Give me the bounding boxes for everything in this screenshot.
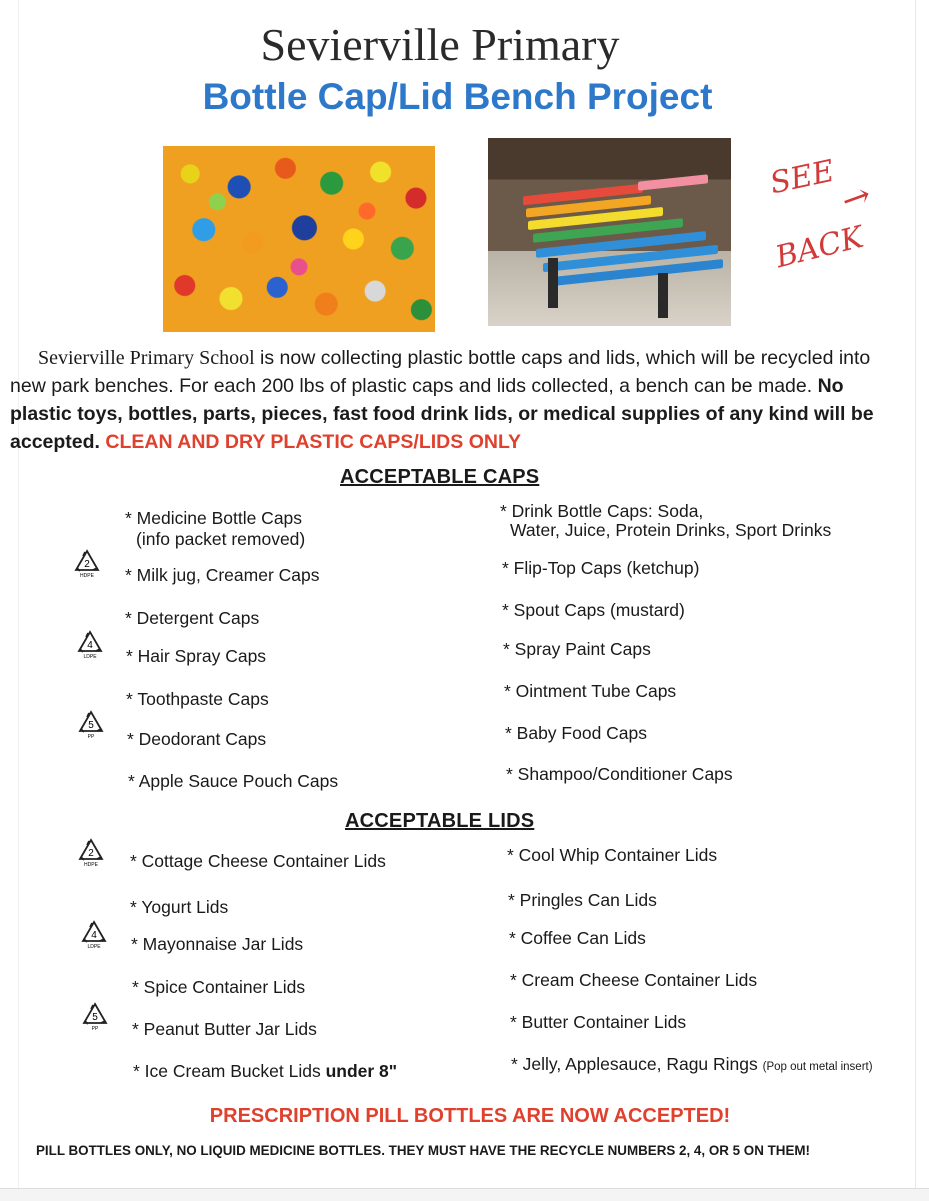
bench-leg	[658, 273, 668, 318]
lid-item: * Cream Cheese Container Lids	[510, 970, 758, 990]
bench-slat-pink	[638, 174, 708, 190]
handwritten-arrow-icon: →	[836, 174, 877, 222]
recycle-number: 4	[87, 640, 93, 651]
page-title: Sevierville Primary	[260, 19, 620, 70]
handwritten-back: BACK	[772, 219, 867, 276]
recycle-2-icon	[78, 838, 104, 868]
lid-item-text: * Ice Cream Bucket Lids	[133, 1061, 326, 1081]
lid-item-note: (Pop out metal insert)	[762, 1061, 873, 1073]
recycle-number: 5	[92, 1012, 98, 1023]
handwritten-see: SEE	[767, 153, 838, 202]
recycle-5-icon	[78, 710, 104, 740]
lid-item	[511, 1054, 873, 1075]
cap-item: * Spout Caps (mustard)	[502, 600, 685, 620]
lid-item: * Butter Container Lids	[510, 1012, 687, 1032]
cap-item: * Medicine Bottle Caps	[125, 508, 303, 528]
cap-item: * Baby Food Caps	[505, 723, 648, 743]
recycle-label: HDPE	[84, 862, 98, 868]
recycle-label: LDPE	[83, 654, 97, 660]
recycle-label: LDPE	[87, 944, 101, 950]
recycle-label: PP	[91, 1026, 99, 1032]
intro-paragraph	[10, 344, 900, 456]
lid-item: * Cottage Cheese Container Lids	[130, 851, 386, 871]
lid-item: * Cool Whip Container Lids	[507, 845, 718, 865]
cap-item: * Apple Sauce Pouch Caps	[128, 771, 339, 791]
acceptable-caps-heading: ACCEPTABLE CAPS	[340, 466, 540, 488]
cap-item-note: Water, Juice, Protein Drinks, Sport Drinks	[510, 520, 832, 540]
recycle-label: PP	[87, 734, 95, 740]
lid-item-text: * Jelly, Applesauce, Ragu Rings	[511, 1054, 763, 1074]
cap-item: * Flip-Top Caps (ketchup)	[502, 558, 700, 578]
cap-item: * Shampoo/Conditioner Caps	[506, 764, 733, 784]
lid-item: * Mayonnaise Jar Lids	[131, 934, 304, 954]
lid-item: * Pringles Can Lids	[508, 890, 657, 910]
bottle-caps-photo	[163, 146, 435, 332]
lid-item	[133, 1061, 397, 1082]
recycle-5-icon	[82, 1002, 108, 1032]
lid-item: * Yogurt Lids	[130, 897, 229, 917]
cap-item: * Hair Spray Caps	[126, 646, 267, 666]
recycle-2-icon	[74, 549, 100, 579]
lid-item: * Peanut Butter Jar Lids	[132, 1019, 317, 1039]
recycle-4-icon	[81, 920, 107, 950]
cap-item: * Milk jug, Creamer Caps	[125, 565, 320, 585]
recycle-number: 2	[88, 848, 94, 859]
page-subtitle: Bottle Cap/Lid Bench Project	[202, 76, 713, 117]
school-name: Sevierville Primary School	[38, 347, 255, 369]
lid-item-size-limit: under 8"	[325, 1061, 398, 1081]
cap-item: * Toothpaste Caps	[126, 689, 269, 709]
cap-item: * Deodorant Caps	[127, 729, 267, 749]
intro-text: is now collecting plastic bottle caps and lids, which will be recycled into new park benches. For each 200 lbs of plastic caps and lids collected, a bench can be made.	[10, 347, 871, 397]
bench-leg	[548, 258, 558, 308]
recycle-4-icon	[77, 630, 103, 660]
recycle-number: 5	[88, 720, 94, 731]
recycle-number: 2	[84, 559, 90, 570]
bench-photo	[488, 138, 731, 326]
recycle-label: HDPE	[80, 573, 94, 579]
cap-item: * Ointment Tube Caps	[504, 681, 677, 701]
cap-item: * Drink Bottle Caps: Soda,	[500, 501, 704, 521]
cap-item: * Spray Paint Caps	[503, 639, 651, 659]
lid-item: * Coffee Can Lids	[509, 928, 646, 948]
prescription-notice: PRESCRIPTION PILL BOTTLES ARE NOW ACCEPTED!	[209, 1105, 731, 1127]
recycle-number: 4	[91, 930, 97, 941]
intro-restrictions: No plastic toys, bottles, parts, pieces, fast food drink lids, or medical supplies of any kind will be accepted.	[10, 375, 874, 453]
acceptable-lids-heading: ACCEPTABLE LIDS	[345, 810, 535, 832]
intro-clean-dry-notice: CLEAN AND DRY PLASTIC CAPS/LIDS ONLY	[99, 431, 522, 453]
page-bottom-edge	[0, 1188, 929, 1201]
lid-item: * Spice Container Lids	[132, 977, 306, 997]
cap-item-note: (info packet removed)	[136, 529, 306, 549]
pill-bottle-rules: PILL BOTTLES ONLY, NO LIQUID MEDICINE BOTTLES. THEY MUST HAVE THE RECYCLE NUMBERS 2, 4, OR 5 ON THEM!	[36, 1143, 810, 1158]
cap-item: * Detergent Caps	[125, 608, 260, 628]
